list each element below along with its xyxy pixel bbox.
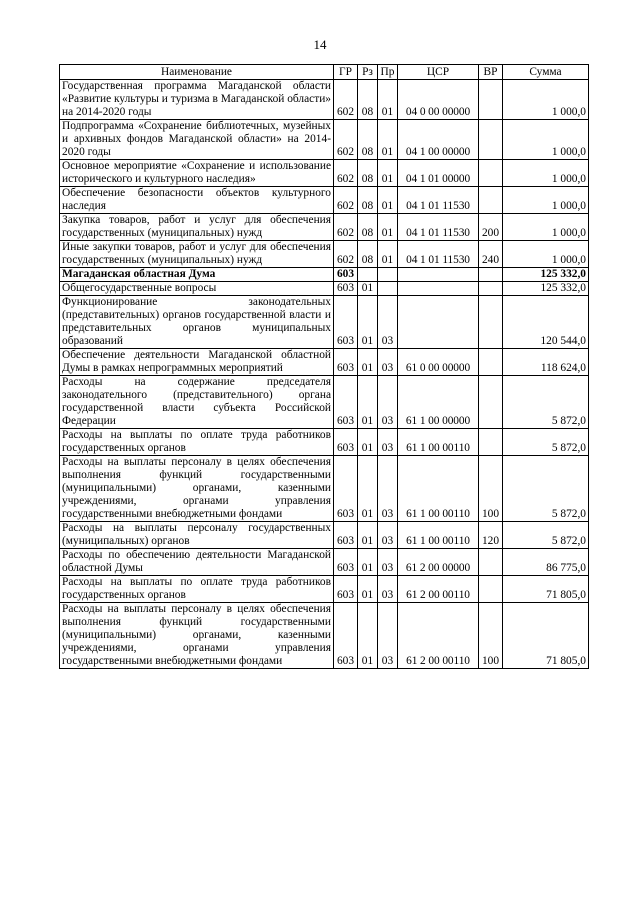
cell-gr: 603 xyxy=(334,522,358,549)
cell-rz: 01 xyxy=(358,603,378,669)
cell-sum: 5 872,0 xyxy=(503,429,589,456)
cell-gr: 603 xyxy=(334,268,358,282)
table-row xyxy=(60,522,589,549)
cell-vr xyxy=(479,120,503,160)
cell-gr: 602 xyxy=(334,80,358,120)
column-header-rz: Рз xyxy=(358,65,378,80)
cell-csr xyxy=(398,268,479,282)
cell-gr: 602 xyxy=(334,241,358,268)
cell-pr: 03 xyxy=(378,576,398,603)
table-row xyxy=(60,120,589,160)
cell-sum: 5 872,0 xyxy=(503,376,589,429)
cell-pr: 03 xyxy=(378,349,398,376)
cell-gr: 602 xyxy=(334,214,358,241)
cell-rz: 01 xyxy=(358,549,378,576)
cell-sum: 5 872,0 xyxy=(503,522,589,549)
cell-name: Функционирование законодательных (представительных) органов государственной власти и представительных органов муниципальных образований xyxy=(60,296,334,349)
column-header-sum: Сумма xyxy=(503,65,589,80)
cell-name: Расходы на выплаты по оплате труда работников государственных органов xyxy=(60,576,334,603)
cell-rz: 08 xyxy=(358,241,378,268)
table-row xyxy=(60,282,589,296)
cell-pr xyxy=(378,268,398,282)
cell-vr xyxy=(479,296,503,349)
cell-rz xyxy=(358,268,378,282)
cell-csr: 04 1 01 11530 xyxy=(398,241,479,268)
cell-rz: 01 xyxy=(358,522,378,549)
cell-name: Расходы по обеспечению деятельности Магаданской областной Думы xyxy=(60,549,334,576)
cell-gr: 603 xyxy=(334,296,358,349)
cell-sum: 86 775,0 xyxy=(503,549,589,576)
cell-gr: 603 xyxy=(334,282,358,296)
cell-sum: 1 000,0 xyxy=(503,80,589,120)
cell-gr: 602 xyxy=(334,160,358,187)
cell-gr: 603 xyxy=(334,349,358,376)
cell-gr: 603 xyxy=(334,603,358,669)
cell-vr: 100 xyxy=(479,603,503,669)
cell-gr: 603 xyxy=(334,429,358,456)
table-row xyxy=(60,80,589,120)
cell-csr: 61 1 00 00000 xyxy=(398,376,479,429)
cell-csr: 61 2 00 00110 xyxy=(398,576,479,603)
cell-vr: 120 xyxy=(479,522,503,549)
cell-vr: 200 xyxy=(479,214,503,241)
table-row xyxy=(60,349,589,376)
table-row xyxy=(60,376,589,429)
table-header-row xyxy=(60,65,589,80)
cell-rz: 08 xyxy=(358,160,378,187)
cell-rz: 01 xyxy=(358,349,378,376)
cell-name: Общегосударственные вопросы xyxy=(60,282,334,296)
table-row xyxy=(60,603,589,669)
cell-pr: 03 xyxy=(378,296,398,349)
cell-sum: 120 544,0 xyxy=(503,296,589,349)
cell-csr: 61 2 00 00110 xyxy=(398,603,479,669)
cell-rz: 01 xyxy=(358,376,378,429)
cell-name: Магаданская областная Дума xyxy=(60,268,334,282)
table-row xyxy=(60,214,589,241)
cell-sum: 1 000,0 xyxy=(503,120,589,160)
cell-pr: 03 xyxy=(378,456,398,522)
cell-vr xyxy=(479,576,503,603)
cell-pr xyxy=(378,282,398,296)
cell-csr: 61 1 00 00110 xyxy=(398,522,479,549)
cell-csr: 61 2 00 00000 xyxy=(398,549,479,576)
cell-csr: 04 1 01 11530 xyxy=(398,214,479,241)
cell-pr: 01 xyxy=(378,214,398,241)
table-row xyxy=(60,429,589,456)
cell-rz: 01 xyxy=(358,429,378,456)
table-row xyxy=(60,160,589,187)
cell-sum: 125 332,0 xyxy=(503,268,589,282)
cell-sum: 1 000,0 xyxy=(503,214,589,241)
cell-sum: 71 805,0 xyxy=(503,603,589,669)
table-row xyxy=(60,296,589,349)
column-header-vr: ВР xyxy=(479,65,503,80)
cell-csr: 04 1 01 11530 xyxy=(398,187,479,214)
cell-rz: 01 xyxy=(358,282,378,296)
cell-sum: 1 000,0 xyxy=(503,187,589,214)
cell-pr: 03 xyxy=(378,429,398,456)
cell-name: Расходы на выплаты персоналу государственных (муниципальных) органов xyxy=(60,522,334,549)
cell-name: Обеспечение деятельности Магаданской областной Думы в рамках непрограммных мероприятий xyxy=(60,349,334,376)
table-row xyxy=(60,576,589,603)
cell-vr xyxy=(479,187,503,214)
cell-sum: 125 332,0 xyxy=(503,282,589,296)
cell-name: Расходы на выплаты персоналу в целях обеспечения выполнения функций государственными (муниципальными) органами, казенными учреждениями, органами управления государственными внебюджетными фондами xyxy=(60,456,334,522)
column-header-gr: ГР xyxy=(334,65,358,80)
cell-csr xyxy=(398,282,479,296)
cell-vr xyxy=(479,80,503,120)
cell-gr: 603 xyxy=(334,549,358,576)
cell-rz: 08 xyxy=(358,214,378,241)
page-number: 14 xyxy=(313,37,327,52)
cell-name: Основное мероприятие «Сохранение и использование исторического и культурного наследия» xyxy=(60,160,334,187)
table-row xyxy=(60,241,589,268)
cell-csr: 04 1 01 00000 xyxy=(398,160,479,187)
cell-pr: 01 xyxy=(378,80,398,120)
cell-vr xyxy=(479,268,503,282)
cell-vr xyxy=(479,429,503,456)
table-row xyxy=(60,187,589,214)
cell-rz: 08 xyxy=(358,80,378,120)
cell-vr: 100 xyxy=(479,456,503,522)
cell-gr: 603 xyxy=(334,456,358,522)
cell-vr xyxy=(479,160,503,187)
cell-vr: 240 xyxy=(479,241,503,268)
cell-gr: 603 xyxy=(334,576,358,603)
cell-rz: 01 xyxy=(358,296,378,349)
cell-csr: 04 1 00 00000 xyxy=(398,120,479,160)
cell-csr: 61 1 00 00110 xyxy=(398,429,479,456)
cell-gr: 603 xyxy=(334,376,358,429)
cell-sum: 1 000,0 xyxy=(503,241,589,268)
cell-csr xyxy=(398,296,479,349)
cell-pr: 01 xyxy=(378,120,398,160)
cell-name: Обеспечение безопасности объектов культурного наследия xyxy=(60,187,334,214)
cell-gr: 602 xyxy=(334,187,358,214)
table-row xyxy=(60,456,589,522)
column-header-pr: Пр xyxy=(378,65,398,80)
column-header-name: Наименование xyxy=(60,65,334,80)
cell-pr: 01 xyxy=(378,187,398,214)
cell-sum: 1 000,0 xyxy=(503,160,589,187)
cell-rz: 08 xyxy=(358,187,378,214)
cell-csr: 04 0 00 00000 xyxy=(398,80,479,120)
cell-pr: 01 xyxy=(378,160,398,187)
cell-name: Закупка товаров, работ и услуг для обеспечения государственных (муниципальных) нужд xyxy=(60,214,334,241)
table-row xyxy=(60,549,589,576)
cell-name: Государственная программа Магаданской области «Развитие культуры и туризма в Магаданской области» на 2014-2020 годы xyxy=(60,80,334,120)
cell-pr: 03 xyxy=(378,603,398,669)
cell-vr xyxy=(479,349,503,376)
cell-pr: 03 xyxy=(378,549,398,576)
budget-table xyxy=(59,64,589,669)
cell-sum: 71 805,0 xyxy=(503,576,589,603)
column-header-csr: ЦСР xyxy=(398,65,479,80)
table-row xyxy=(60,268,589,282)
cell-gr: 602 xyxy=(334,120,358,160)
table-body xyxy=(60,80,589,669)
cell-csr: 61 1 00 00110 xyxy=(398,456,479,522)
cell-vr xyxy=(479,282,503,296)
cell-sum: 118 624,0 xyxy=(503,349,589,376)
cell-vr xyxy=(479,376,503,429)
cell-pr: 03 xyxy=(378,522,398,549)
cell-vr xyxy=(479,549,503,576)
cell-rz: 01 xyxy=(358,576,378,603)
cell-rz: 08 xyxy=(358,120,378,160)
cell-pr: 01 xyxy=(378,241,398,268)
cell-name: Иные закупки товаров, работ и услуг для обеспечения государственных (муниципальных) нужд xyxy=(60,241,334,268)
cell-name: Подпрограмма «Сохранение библиотечных, музейных и архивных фондов Магаданской области» на 2014-2020 годы xyxy=(60,120,334,160)
cell-pr: 03 xyxy=(378,376,398,429)
cell-name: Расходы на выплаты по оплате труда работников государственных органов xyxy=(60,429,334,456)
cell-csr: 61 0 00 00000 xyxy=(398,349,479,376)
cell-name: Расходы на содержание председателя законодательного (представительного) органа государственной власти субъекта Российской Федерации xyxy=(60,376,334,429)
cell-name: Расходы на выплаты персоналу в целях обеспечения выполнения функций государственными (муниципальными) органами, казенными учреждениями, органами управления государственными внебюджетными фондами xyxy=(60,603,334,669)
cell-rz: 01 xyxy=(358,456,378,522)
cell-sum: 5 872,0 xyxy=(503,456,589,522)
